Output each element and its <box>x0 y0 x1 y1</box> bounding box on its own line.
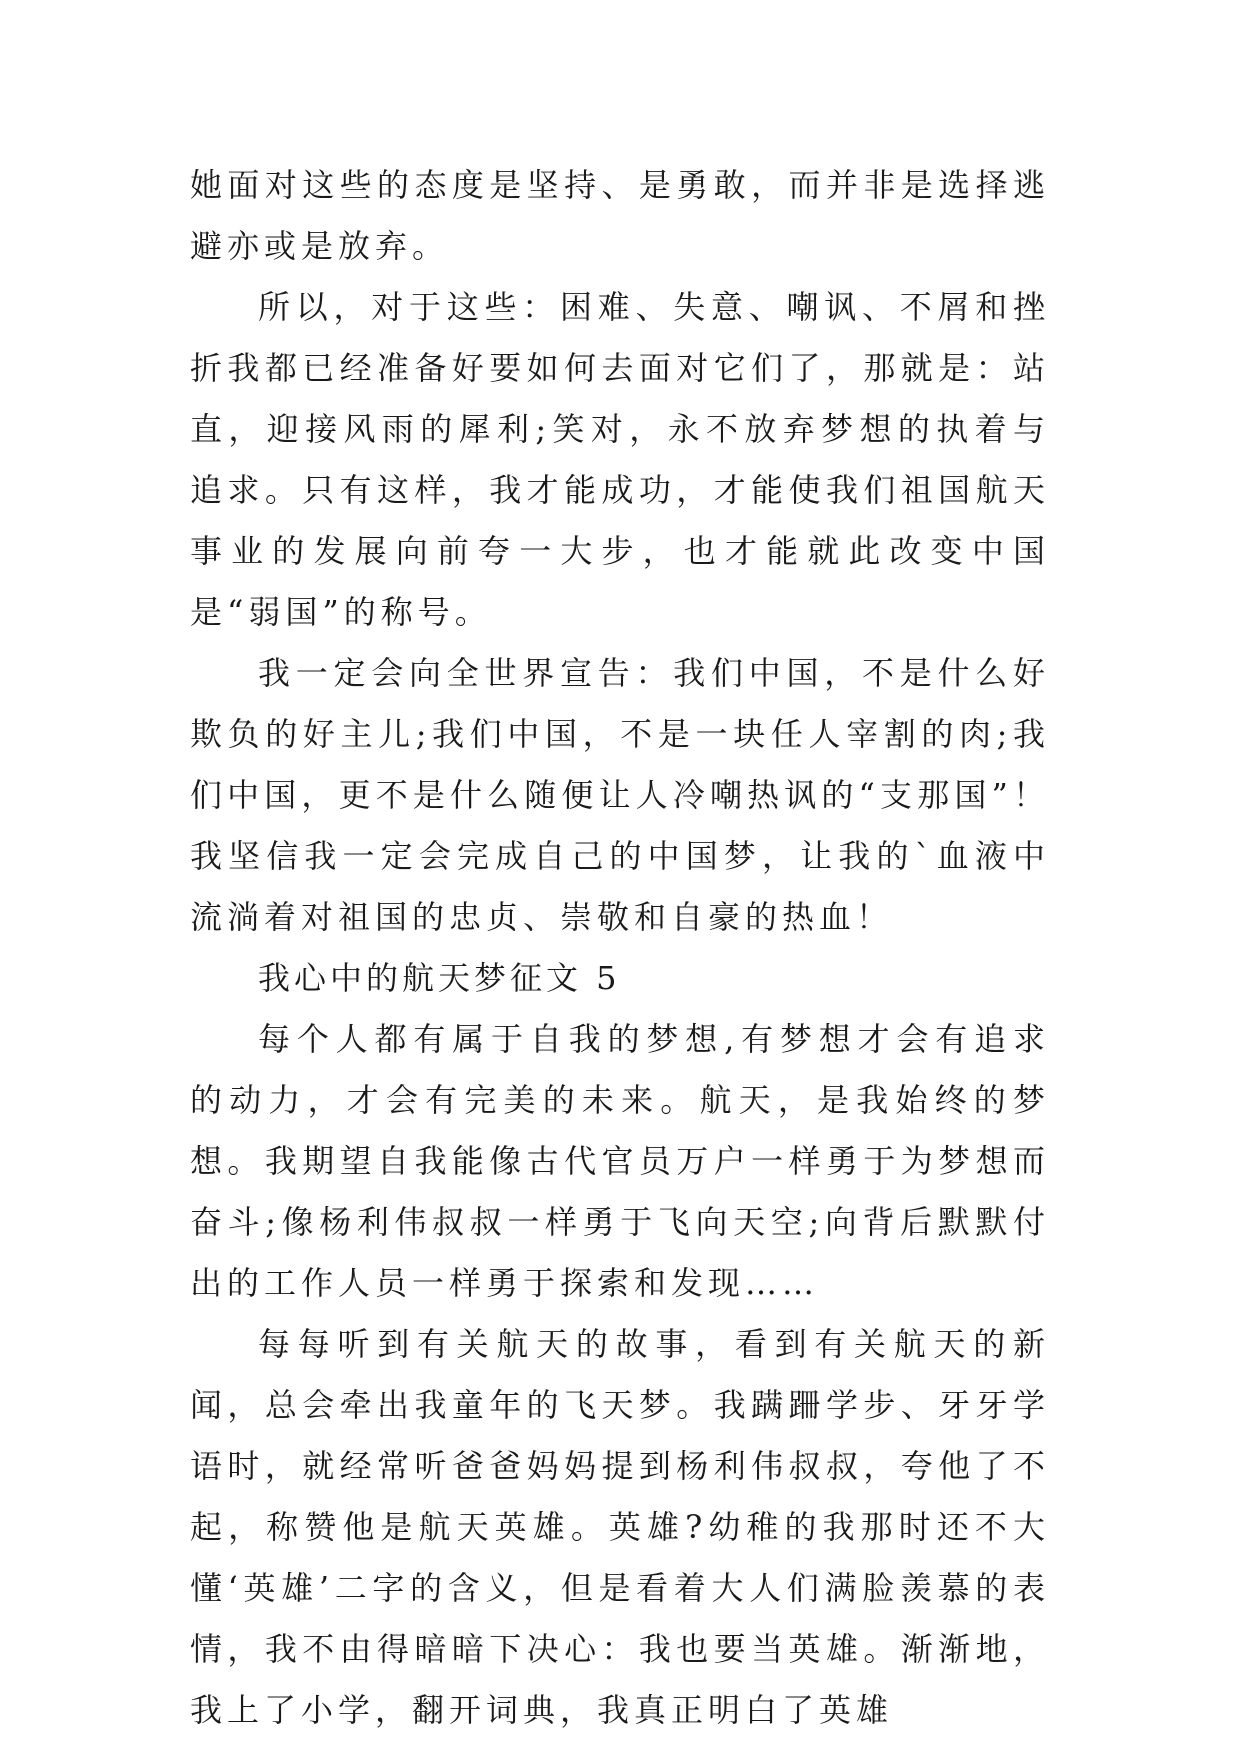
paragraph-4: 每个人都有属于自我的梦想,有梦想才会有追求的动力，才会有完美的未来。航天，是我始终的梦想。我期望自我能像古代官员万户一样勇于为梦想而奋斗;像杨利伟叔叔一样勇于飞向天空;向背后默默付出的工作人员一样勇于探索和发现…… <box>190 1020 1050 1302</box>
paragraph-2: 所以，对于这些：困难、失意、嘲讽、不屑和挫折我都已经准备好要如何去面对它们了，那就是：站直，迎接风雨的犀利;笑对，永不放弃梦想的执着与追求。只有这样，我才能成功，才能使我们祖国航天事业的发展向前夸一大步，也才能就此改变中国是“弱国”的称号。 <box>190 288 1050 631</box>
paragraph-3: 我一定会向全世界宣告：我们中国，不是什么好欺负的好主儿;我们中国，不是一块任人宰割的肉;我们中国，更不是什么随便让人冷嘲热讽的“支那国”！我坚信我一定会完成自己的中国梦，让我的`血液中流淌着对祖国的忠贞、崇敬和自豪的热血！ <box>190 654 1050 936</box>
paragraph-5: 每每听到有关航天的故事，看到有关航天的新闻，总会牵出我童年的飞天梦。我蹒跚学步、牙牙学语时，就经常听爸爸妈妈提到杨利伟叔叔，夸他了不起，称赞他是航天英雄。英雄?幼稚的我那时还不大懂‘英雄’二字的含义，但是看着大人们满脸羡慕的表情，我不由得暗暗下决心：我也要当英雄。渐渐地，我上了小学，翻开词典，我真正明白了英雄 <box>190 1325 1050 1729</box>
paragraph-1: 她面对这些的态度是坚持、是勇敢，而并非是选择逃避亦或是放弃。 <box>190 166 1050 265</box>
section-heading: 我心中的航天梦征文 5 <box>258 959 621 997</box>
document-body <box>190 155 1050 1741</box>
